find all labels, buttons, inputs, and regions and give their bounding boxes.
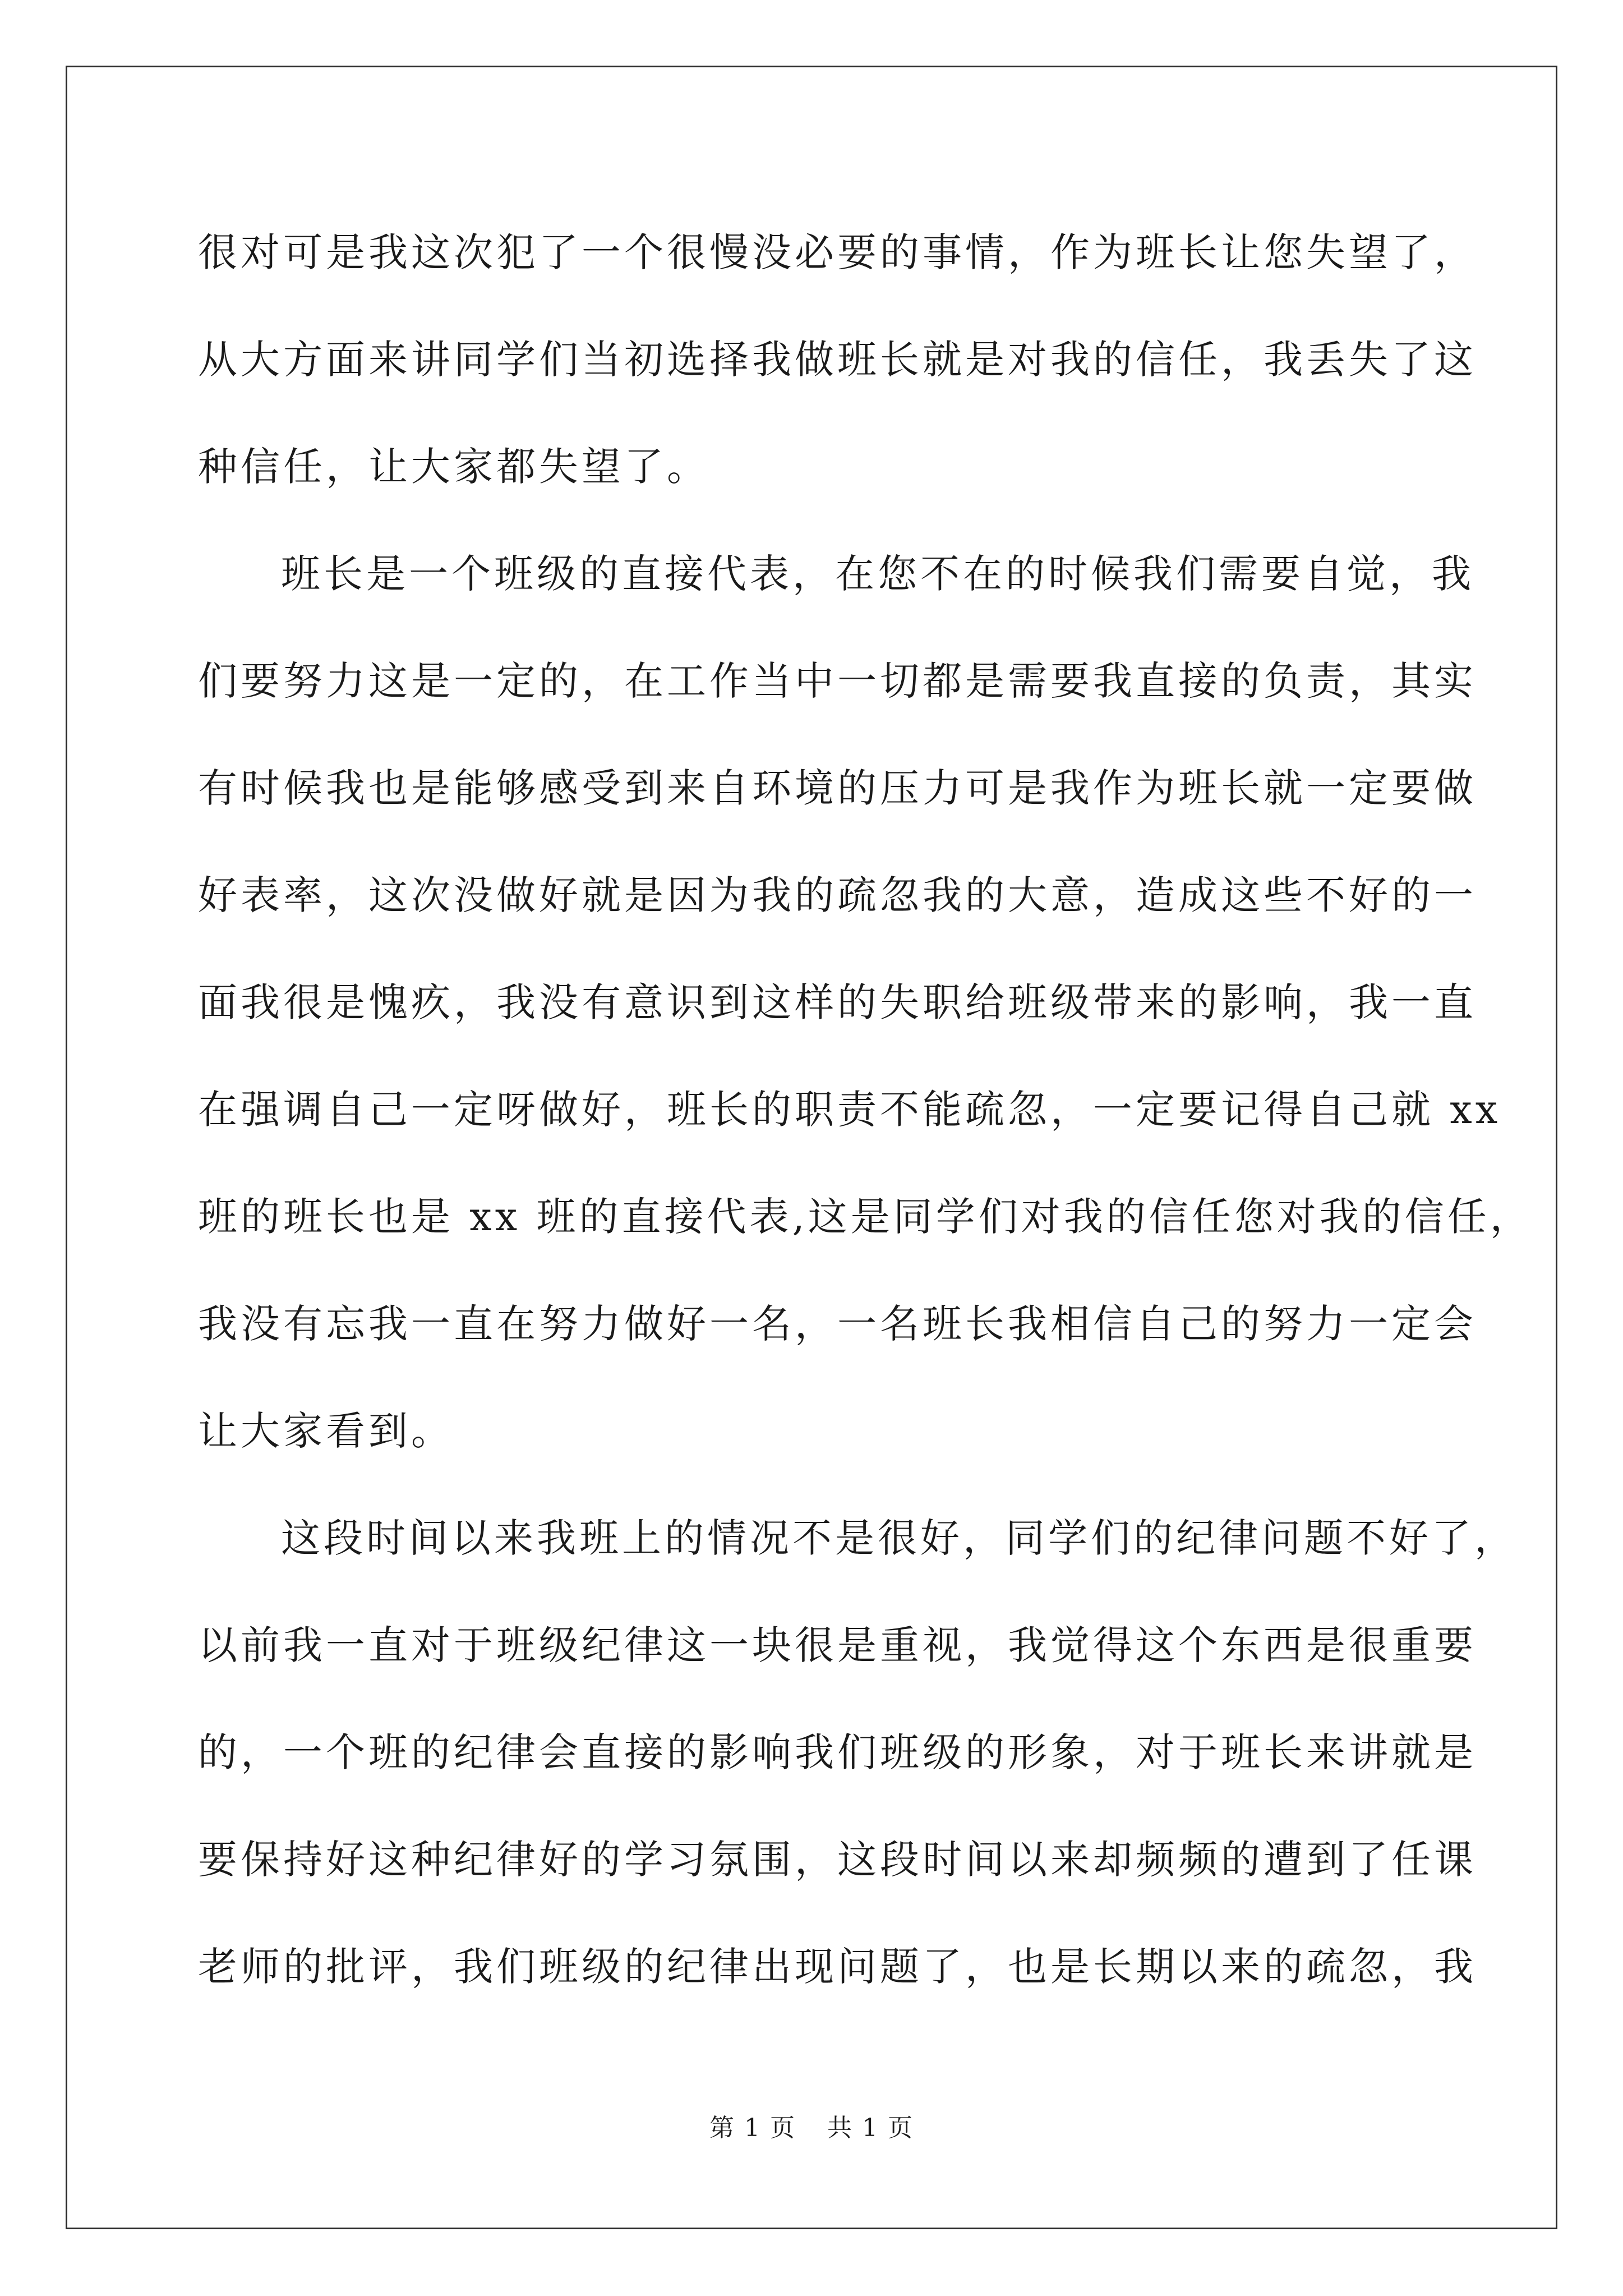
text-line: 班的班长也是 xx 班的直接代表,这是同学们对我的信任您对我的信任， [198, 1194, 1533, 1240]
text-line: 老师的批评，我们班级的纪律出现问题了，也是长期以来的疏忽，我 [198, 1944, 1477, 1990]
text-line: 我没有忘我一直在努力做好一名，一名班长我相信自己的努力一定会 [198, 1301, 1477, 1347]
page-total: 共 1 页 [827, 2114, 914, 2142]
text-line: 面我很是愧疚，我没有意识到这样的失职给班级带来的影响，我一直 [198, 979, 1477, 1025]
text-line: 在强调自己一定呀做好，班长的职责不能疏忽，一定要记得自己就 xx [198, 1087, 1501, 1133]
document-body [198, 199, 1533, 2021]
page-number: 第 1 页 [709, 2114, 796, 2142]
text-line: 要保持好这种纪律好的学习氛围，这段时间以来却频频的遭到了任课 [198, 1837, 1477, 1883]
text-line: 有时候我也是能够感受到来自环境的压力可是我作为班长就一定要做 [198, 765, 1477, 811]
text-line: 从大方面来讲同学们当初选择我做班长就是对我的信任，我丢失了这 [198, 337, 1477, 383]
text-line: 种信任，让大家都失望了。 [198, 444, 709, 490]
text-line: 的，一个班的纪律会直接的影响我们班级的形象，对于班长来讲就是 [198, 1729, 1477, 1775]
text-line: 好表率，这次没做好就是因为我的疏忽我的大意，造成这些不好的一 [198, 872, 1477, 918]
text-line: 以前我一直对于班级纪律这一块很是重视，我觉得这个东西是很重要 [198, 1622, 1477, 1668]
text-line: 让大家看到。 [198, 1408, 454, 1454]
text-line: 们要努力这是一定的，在工作当中一切都是需要我直接的负责，其实 [198, 658, 1477, 704]
text-line: 这段时间以来我班上的情况不是很好，同学们的纪律问题不好了， [281, 1515, 1517, 1561]
text-line: 班长是一个班级的直接代表，在您不在的时候我们需要自觉，我 [281, 551, 1474, 597]
page-footer [0, 2108, 1623, 2143]
text-line: 很对可是我这次犯了一个很慢没必要的事情，作为班长让您失望了， [198, 229, 1477, 275]
